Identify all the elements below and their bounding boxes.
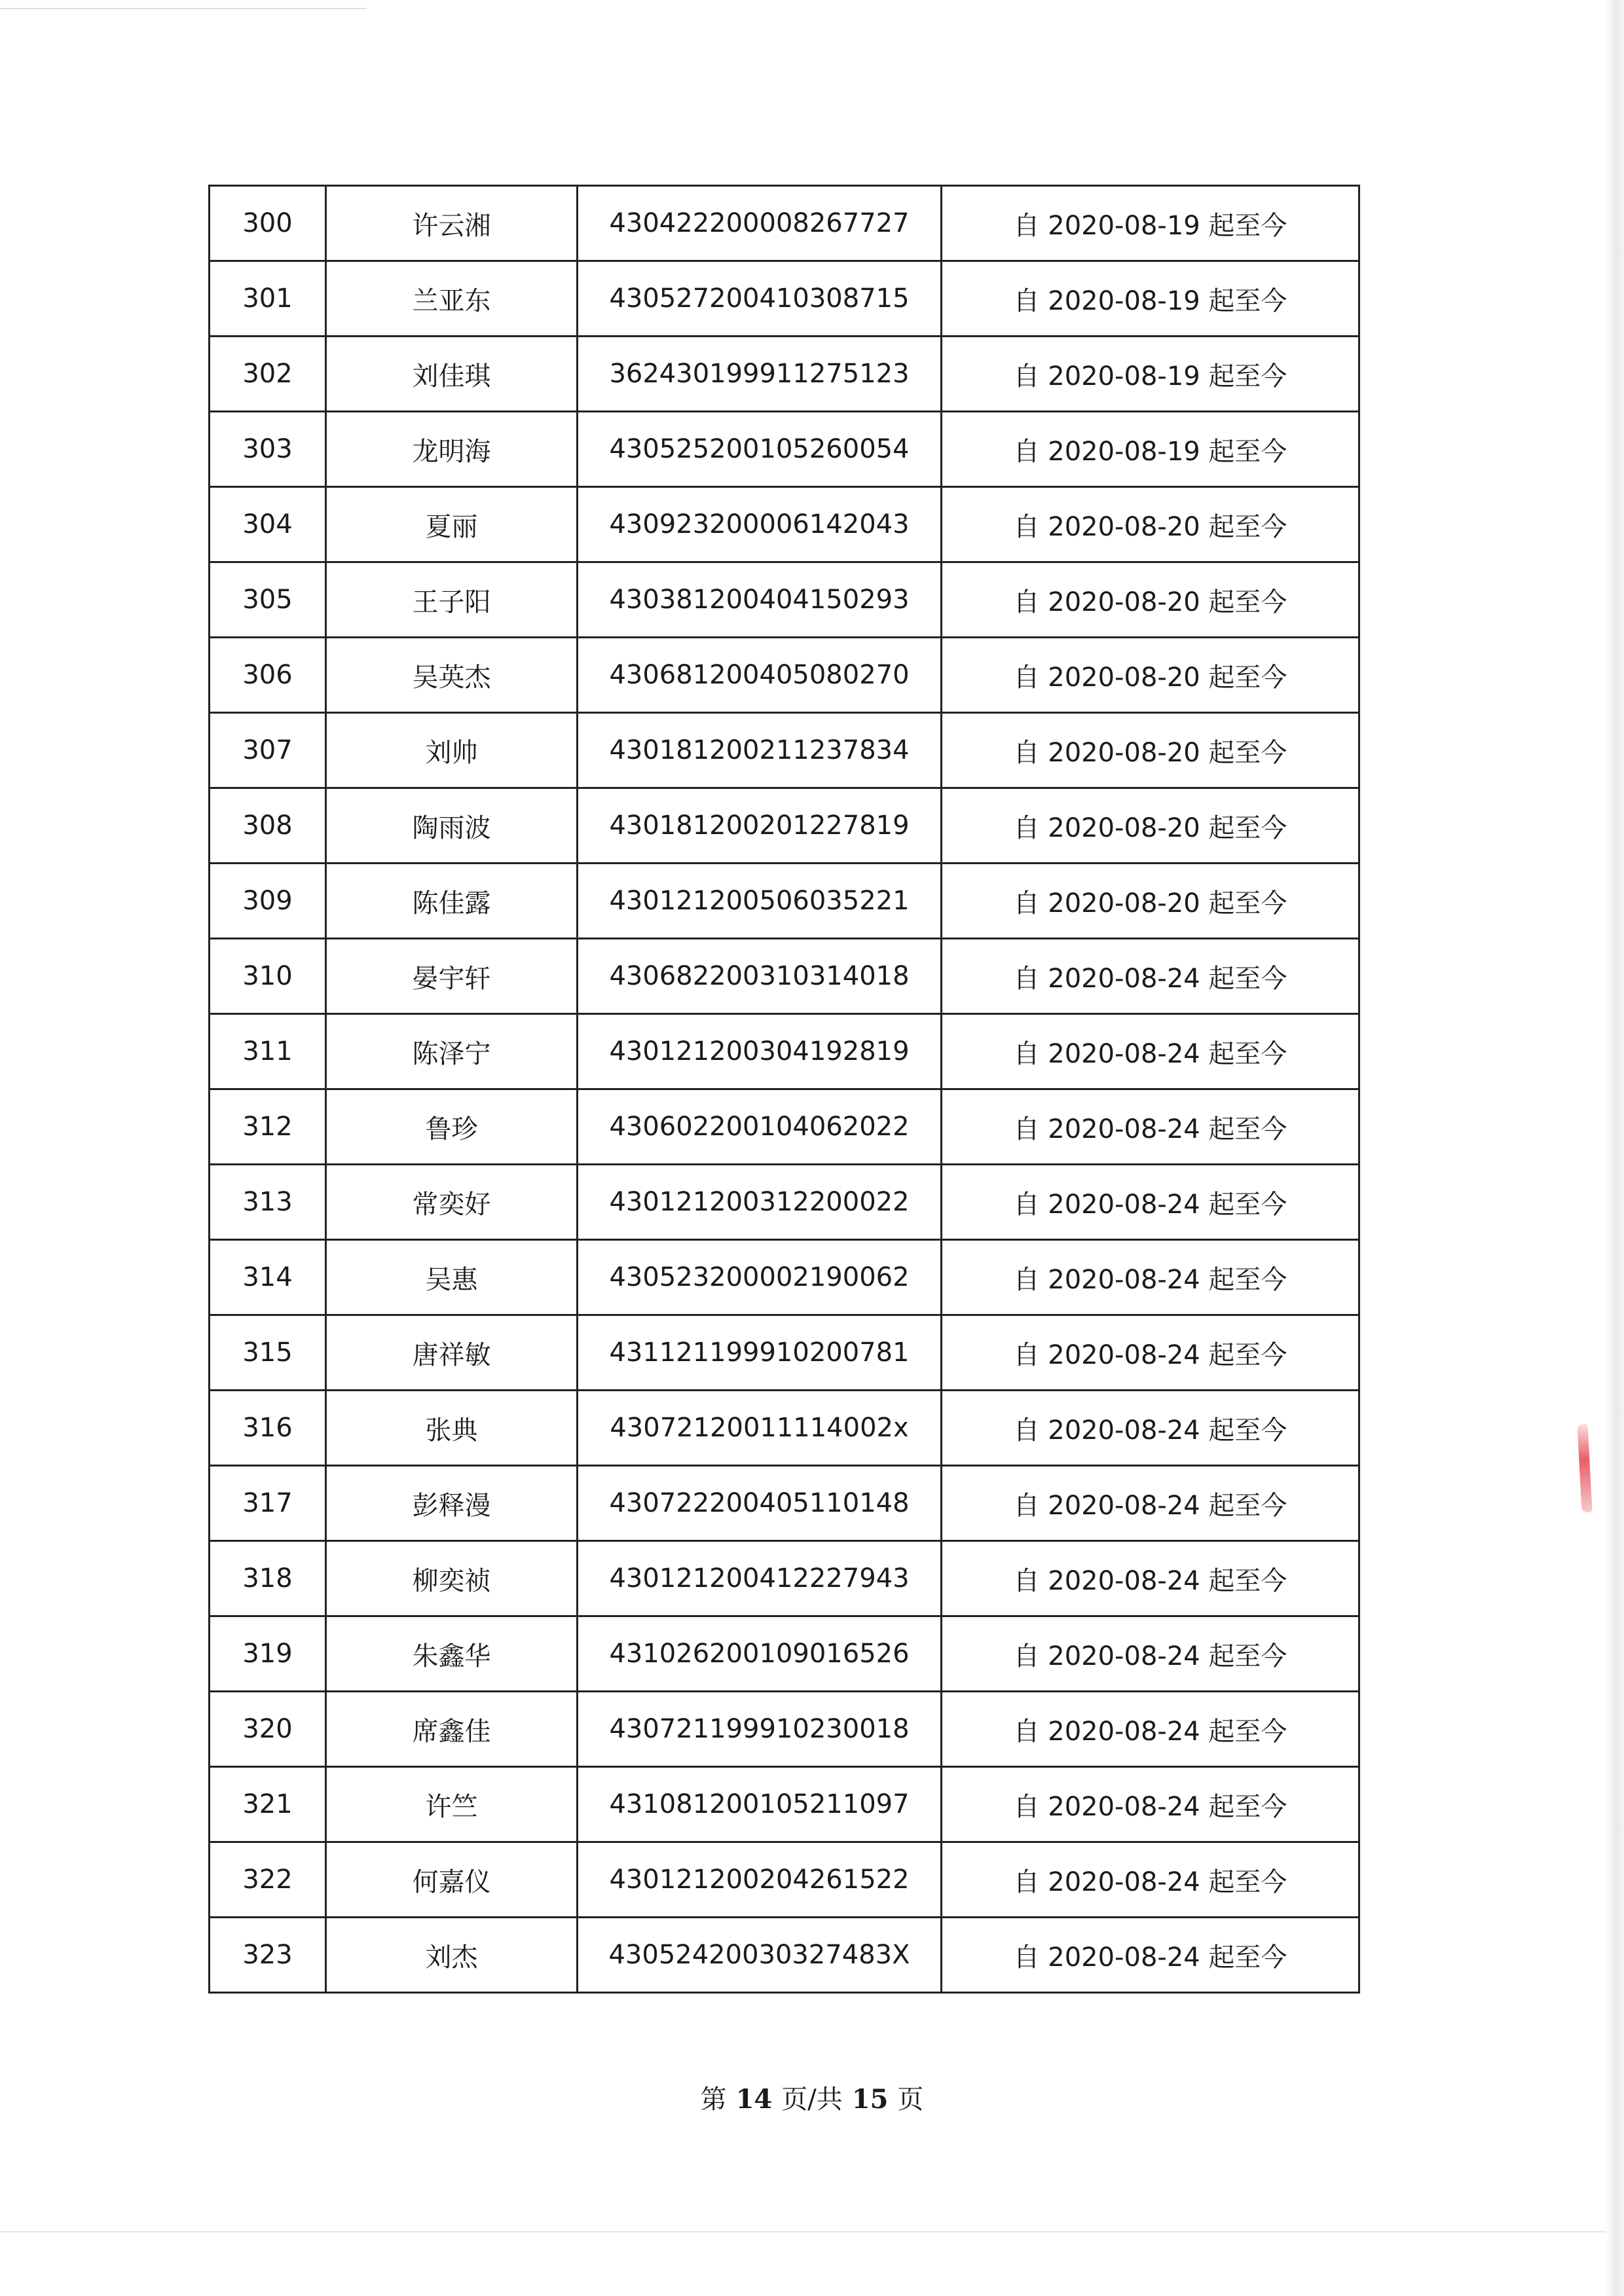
date-cell: 自 2020-08-20 起至今 [942, 788, 1359, 864]
date-cell: 自 2020-08-24 起至今 [942, 1842, 1359, 1918]
row-number-cell: 323 [210, 1918, 326, 1993]
table-row [210, 1692, 1359, 1767]
name-cell: 兰亚东 [326, 261, 578, 337]
row-number-cell: 309 [210, 864, 326, 939]
name-cell: 吴英杰 [326, 638, 578, 713]
date-cell: 自 2020-08-24 起至今 [942, 1014, 1359, 1089]
table-row [210, 186, 1359, 261]
scan-bottom-edge [0, 2231, 1606, 2232]
table-row [210, 1391, 1359, 1466]
table-row [210, 1541, 1359, 1616]
id-number-cell: 430527200410308715 [578, 261, 942, 337]
footer-prefix: 第 [700, 2085, 727, 2115]
name-cell: 常奕好 [326, 1165, 578, 1240]
row-number-cell: 306 [210, 638, 326, 713]
date-cell: 自 2020-08-24 起至今 [942, 1692, 1359, 1767]
name-cell: 夏丽 [326, 487, 578, 562]
name-cell: 朱鑫华 [326, 1616, 578, 1692]
id-number-cell: 430602200104062022 [578, 1089, 942, 1165]
id-number-cell: 430422200008267727 [578, 186, 942, 261]
id-number-cell: 431081200105211097 [578, 1767, 942, 1842]
id-number-cell: 430181200211237834 [578, 713, 942, 788]
row-number-cell: 305 [210, 562, 326, 638]
date-cell: 自 2020-08-24 起至今 [942, 1767, 1359, 1842]
name-cell: 许云湘 [326, 186, 578, 261]
footer-middle: 页/共 [781, 2085, 843, 2115]
name-cell: 张典 [326, 1391, 578, 1466]
red-stamp-fragment [1577, 1424, 1592, 1513]
page-footer [0, 2079, 1624, 2116]
name-cell: 晏宇轩 [326, 939, 578, 1014]
row-number-cell: 307 [210, 713, 326, 788]
table-row [210, 1240, 1359, 1315]
id-number-cell: 43072120011114002x [578, 1391, 942, 1466]
row-number-cell: 318 [210, 1541, 326, 1616]
id-number-cell: 430121200506035221 [578, 864, 942, 939]
footer-current-page: 14 [735, 2084, 773, 2115]
date-cell: 自 2020-08-20 起至今 [942, 562, 1359, 638]
date-cell: 自 2020-08-24 起至今 [942, 1541, 1359, 1616]
table-row [210, 1089, 1359, 1165]
scan-right-edge [1606, 0, 1624, 2296]
id-number-cell: 431121199910200781 [578, 1315, 942, 1391]
row-number-cell: 311 [210, 1014, 326, 1089]
row-number-cell: 308 [210, 788, 326, 864]
row-number-cell: 322 [210, 1842, 326, 1918]
row-number-cell: 302 [210, 337, 326, 412]
id-number-cell: 430381200404150293 [578, 562, 942, 638]
name-cell: 许竺 [326, 1767, 578, 1842]
table-row [210, 1842, 1359, 1918]
name-cell: 龙明海 [326, 412, 578, 487]
table-row [210, 261, 1359, 337]
date-cell: 自 2020-08-20 起至今 [942, 713, 1359, 788]
table-row [210, 1014, 1359, 1089]
date-cell: 自 2020-08-24 起至今 [942, 1466, 1359, 1541]
date-cell: 自 2020-08-20 起至今 [942, 638, 1359, 713]
table-row [210, 713, 1359, 788]
table-row [210, 1315, 1359, 1391]
roster-table [208, 185, 1360, 1994]
name-cell: 唐祥敏 [326, 1315, 578, 1391]
id-number-cell: 430121200412227943 [578, 1541, 942, 1616]
row-number-cell: 304 [210, 487, 326, 562]
row-number-cell: 312 [210, 1089, 326, 1165]
id-number-cell: 430523200002190062 [578, 1240, 942, 1315]
name-cell: 刘佳琪 [326, 337, 578, 412]
footer-suffix: 页 [897, 2085, 924, 2115]
name-cell: 王子阳 [326, 562, 578, 638]
name-cell: 鲁珍 [326, 1089, 578, 1165]
table-row [210, 337, 1359, 412]
name-cell: 陶雨波 [326, 788, 578, 864]
row-number-cell: 301 [210, 261, 326, 337]
table-row [210, 939, 1359, 1014]
name-cell: 陈泽宁 [326, 1014, 578, 1089]
date-cell: 自 2020-08-19 起至今 [942, 412, 1359, 487]
name-cell: 彭释漫 [326, 1466, 578, 1541]
table-row [210, 1466, 1359, 1541]
name-cell: 吴惠 [326, 1240, 578, 1315]
row-number-cell: 300 [210, 186, 326, 261]
table-row [210, 788, 1359, 864]
row-number-cell: 317 [210, 1466, 326, 1541]
row-number-cell: 315 [210, 1315, 326, 1391]
id-number-cell: 430121200312200022 [578, 1165, 942, 1240]
id-number-cell: 430121200304192819 [578, 1014, 942, 1089]
date-cell: 自 2020-08-24 起至今 [942, 1315, 1359, 1391]
name-cell: 刘帅 [326, 713, 578, 788]
id-number-cell: 430181200201227819 [578, 788, 942, 864]
id-number-cell: 430525200105260054 [578, 412, 942, 487]
date-cell: 自 2020-08-24 起至今 [942, 939, 1359, 1014]
footer-total-pages: 15 [851, 2084, 889, 2115]
date-cell: 自 2020-08-19 起至今 [942, 261, 1359, 337]
row-number-cell: 320 [210, 1692, 326, 1767]
id-number-cell: 430722200405110148 [578, 1466, 942, 1541]
table-row [210, 1616, 1359, 1692]
id-number-cell: 43052420030327483X [578, 1918, 942, 1993]
date-cell: 自 2020-08-20 起至今 [942, 864, 1359, 939]
table-row [210, 638, 1359, 713]
table-row [210, 562, 1359, 638]
date-cell: 自 2020-08-24 起至今 [942, 1918, 1359, 1993]
id-number-cell: 431026200109016526 [578, 1616, 942, 1692]
name-cell: 陈佳露 [326, 864, 578, 939]
id-number-cell: 430682200310314018 [578, 939, 942, 1014]
date-cell: 自 2020-08-24 起至今 [942, 1391, 1359, 1466]
row-number-cell: 316 [210, 1391, 326, 1466]
id-number-cell: 430721199910230018 [578, 1692, 942, 1767]
id-number-cell: 430923200006142043 [578, 487, 942, 562]
date-cell: 自 2020-08-20 起至今 [942, 487, 1359, 562]
date-cell: 自 2020-08-19 起至今 [942, 186, 1359, 261]
table-row [210, 1165, 1359, 1240]
row-number-cell: 310 [210, 939, 326, 1014]
name-cell: 刘杰 [326, 1918, 578, 1993]
table-row [210, 1918, 1359, 1993]
id-number-cell: 362430199911275123 [578, 337, 942, 412]
table-row [210, 487, 1359, 562]
date-cell: 自 2020-08-24 起至今 [942, 1616, 1359, 1692]
date-cell: 自 2020-08-24 起至今 [942, 1165, 1359, 1240]
roster-table-body [210, 186, 1359, 1993]
table-row [210, 1767, 1359, 1842]
row-number-cell: 321 [210, 1767, 326, 1842]
date-cell: 自 2020-08-19 起至今 [942, 337, 1359, 412]
name-cell: 何嘉仪 [326, 1842, 578, 1918]
date-cell: 自 2020-08-24 起至今 [942, 1240, 1359, 1315]
row-number-cell: 314 [210, 1240, 326, 1315]
name-cell: 柳奕祯 [326, 1541, 578, 1616]
table-row [210, 412, 1359, 487]
name-cell: 席鑫佳 [326, 1692, 578, 1767]
date-cell: 自 2020-08-24 起至今 [942, 1089, 1359, 1165]
table-row [210, 864, 1359, 939]
scan-top-edge [0, 8, 367, 9]
id-number-cell: 430121200204261522 [578, 1842, 942, 1918]
row-number-cell: 313 [210, 1165, 326, 1240]
row-number-cell: 319 [210, 1616, 326, 1692]
id-number-cell: 430681200405080270 [578, 638, 942, 713]
row-number-cell: 303 [210, 412, 326, 487]
